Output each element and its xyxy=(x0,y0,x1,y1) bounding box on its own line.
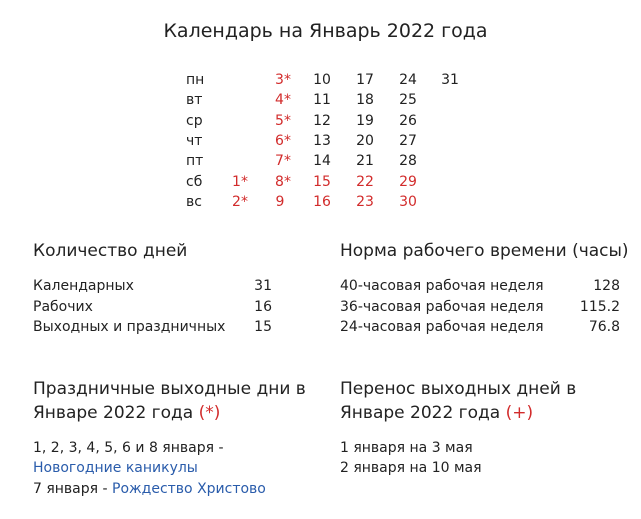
day-cell: 3* xyxy=(275,72,291,88)
holiday-item-text: 1, 2, 3, 4, 5, 6 и 8 января - xyxy=(33,440,224,456)
holidays-heading-month: Январе 2022 года xyxy=(33,403,194,423)
day-cell: 22 xyxy=(356,174,374,190)
day-cell: 10 xyxy=(313,72,331,88)
day-cell: 18 xyxy=(356,92,374,108)
day-cell: 24 xyxy=(399,72,417,88)
days-count-label: Календарных xyxy=(33,278,134,294)
days-count-value: 16 xyxy=(254,299,272,315)
day-cell: 26 xyxy=(399,113,417,129)
holiday-marker: (*) xyxy=(198,403,221,423)
new-year-holidays-link[interactable]: Новогодние каникулы xyxy=(33,460,198,476)
day-cell: 23 xyxy=(356,194,374,210)
transfers-heading-line2 xyxy=(340,401,576,425)
day-cell: 20 xyxy=(356,133,374,149)
work-norm-label: 40-часовая рабочая неделя xyxy=(340,278,544,294)
transfer-item: 2 января на 10 мая xyxy=(340,460,482,476)
day-cell: 15 xyxy=(313,174,331,190)
work-norm-value: 128 xyxy=(593,278,620,294)
work-norm-label: 24-часовая рабочая неделя xyxy=(340,319,544,335)
weekday-label: ср xyxy=(186,113,203,129)
transfers-heading-line1: Перенос выходных дней в xyxy=(340,379,577,399)
days-count-value: 15 xyxy=(254,319,272,335)
weekday-label: вс xyxy=(186,194,202,210)
weekday-label: вт xyxy=(186,92,203,108)
day-cell: 28 xyxy=(399,153,417,169)
holiday-item-text: 7 января - xyxy=(33,481,108,497)
day-cell: 31 xyxy=(441,72,459,88)
day-cell: 27 xyxy=(399,133,417,149)
days-count-label: Выходных и праздничных xyxy=(33,319,226,335)
transfers-heading xyxy=(340,377,576,425)
day-cell: 29 xyxy=(399,174,417,190)
day-cell: 7* xyxy=(275,153,291,169)
transfer-marker: (+) xyxy=(505,403,534,423)
day-cell: 4* xyxy=(275,92,291,108)
work-norm-heading: Норма рабочего времени (часы) xyxy=(340,241,629,261)
day-cell: 6* xyxy=(275,133,291,149)
day-cell: 13 xyxy=(313,133,331,149)
day-cell: 2* xyxy=(232,194,248,210)
day-cell: 25 xyxy=(399,92,417,108)
holidays-heading xyxy=(33,377,306,425)
day-cell: 11 xyxy=(313,92,331,108)
work-norm-value: 115.2 xyxy=(579,299,620,315)
day-cell: 5* xyxy=(275,113,291,129)
christmas-link[interactable]: Рождество Христово xyxy=(112,481,266,497)
transfer-item: 1 января на 3 мая xyxy=(340,440,473,456)
days-count-value: 31 xyxy=(254,278,272,294)
day-cell: 21 xyxy=(356,153,374,169)
day-cell: 1* xyxy=(232,174,248,190)
holidays-heading-line1: Праздничные выходные дни в xyxy=(33,379,306,399)
day-cell: 8* xyxy=(275,174,291,190)
holidays-heading-line2 xyxy=(33,401,306,425)
day-cell: 19 xyxy=(356,113,374,129)
weekday-label: пн xyxy=(186,72,205,88)
days-count-label: Рабочих xyxy=(33,299,93,315)
days-count-heading: Количество дней xyxy=(33,241,188,261)
day-cell: 14 xyxy=(313,153,331,169)
day-cell: 12 xyxy=(313,113,331,129)
work-norm-value: 76.8 xyxy=(588,319,620,335)
day-cell: 9 xyxy=(275,194,285,210)
holiday-item xyxy=(33,481,266,498)
transfers-heading-month: Январе 2022 года xyxy=(340,403,501,423)
weekday-label: пт xyxy=(186,153,204,169)
work-norm-label: 36-часовая рабочая неделя xyxy=(340,299,544,315)
weekday-label: сб xyxy=(186,174,203,190)
day-cell: 17 xyxy=(356,72,374,88)
day-cell: 30 xyxy=(399,194,417,210)
page-title: Календарь на Январь 2022 года xyxy=(163,20,488,42)
weekday-label: чт xyxy=(186,133,203,149)
day-cell: 16 xyxy=(313,194,331,210)
